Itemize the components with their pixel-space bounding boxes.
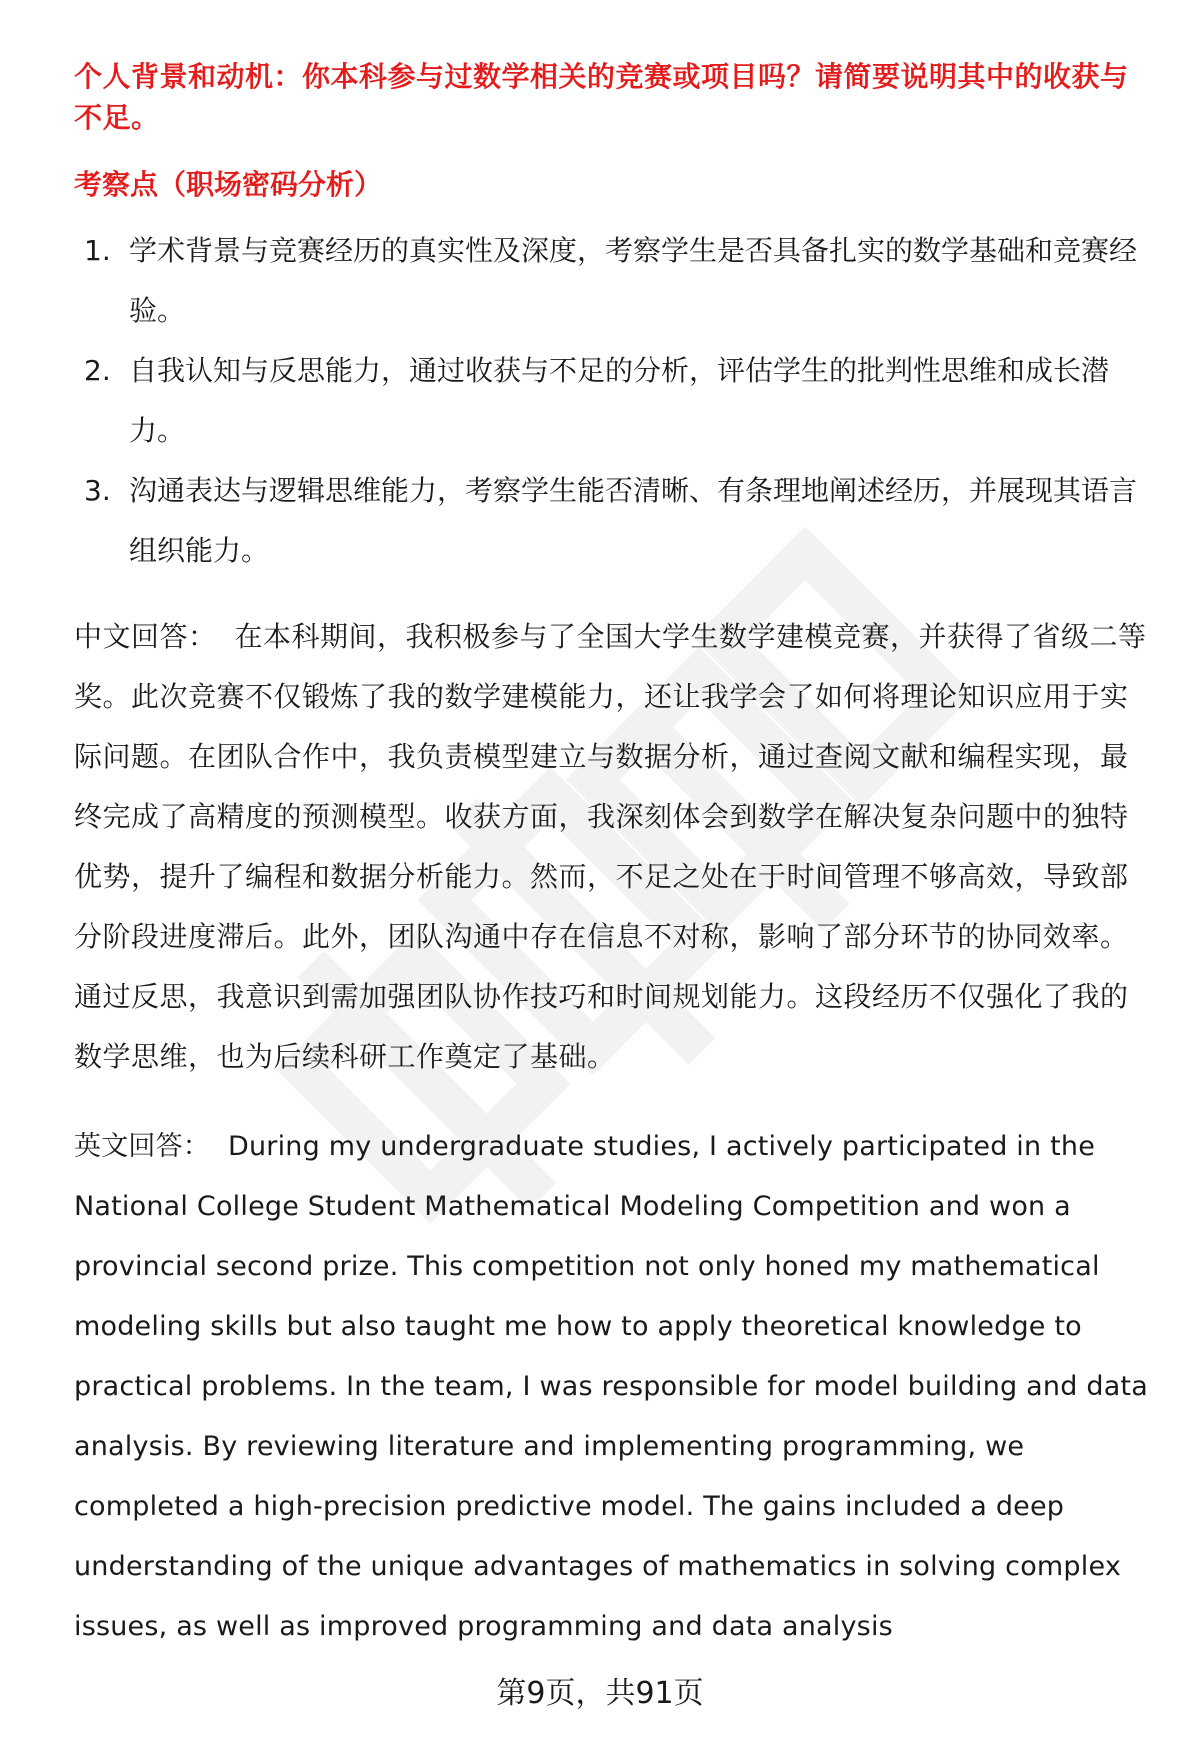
list-item-number: 3. [84,474,111,507]
english-answer-label: 英文回答： [74,1131,210,1162]
list-item [74,341,1154,461]
english-answer-text: During my undergraduate studies, I actively participated in the National College Student Mathematical Modeling Competition and won a provincial second prize. This competition not only honed my mathematical modeling skills but also taught me how to apply theoretical knowledge to practical problems. In the team, I was responsible for model building and data analysis. By reviewing literature and implementing programming, we completed a high-precision predictive model. The gains included a deep understanding of the unique advantages of mathematics in solving complex issues, as well as improved programming and data analysis [74,1131,1148,1642]
section-title: 考察点（职场密码分析） [74,168,383,201]
list-item [74,461,1154,581]
chinese-answer-label: 中文回答： [74,620,217,653]
list-item-number: 2. [84,354,111,387]
list-item-text: 沟通表达与逻辑思维能力，考察学生能否清晰、有条理地阐述经历，并展现其语言组织能力。 [129,474,1138,567]
document-page [74,56,1154,1657]
english-answer-paragraph [74,1117,1154,1657]
question-heading: 个人背景和动机：你本科参与过数学相关的竞赛或项目吗？请简要说明其中的收获与不足。 [74,60,1129,134]
list-item-number: 1. [84,234,111,267]
chinese-answer-text: 在本科期间，我积极参与了全国大学生数学建模竞赛，并获得了省级二等奖。此次竞赛不仅锻炼了我的数学建模能力，还让我学会了如何将理论知识应用于实际问题。在团队合作中，我负责模型建立与数据分析，通过查阅文献和编程实现，最终完成了高精度的预测模型。收获方面，我深刻体会到数学在解决复杂问题中的独特优势，提升了编程和数据分析能力。然而，不足之处在于时间管理不够高效，导致部分阶段进度滞后。此外，团队沟通中存在信息不对称，影响了部分环节的协同效率。通过反思，我意识到需加强团队协作技巧和时间规划能力。这段经历不仅强化了我的数学思维，也为后续科研工作奠定了基础。 [74,620,1147,1073]
assessment-points-list [74,221,1154,581]
list-item-text: 学术背景与竞赛经历的真实性及深度，考察学生是否具备扎实的数学基础和竞赛经验。 [129,234,1138,327]
list-item [74,221,1154,341]
list-item-text: 自我认知与反思能力，通过收获与不足的分析，评估学生的批判性思维和成长潜力。 [129,354,1110,447]
page-number-footer: 第9页，共91页 [496,1676,704,1711]
chinese-answer-paragraph [74,607,1154,1087]
